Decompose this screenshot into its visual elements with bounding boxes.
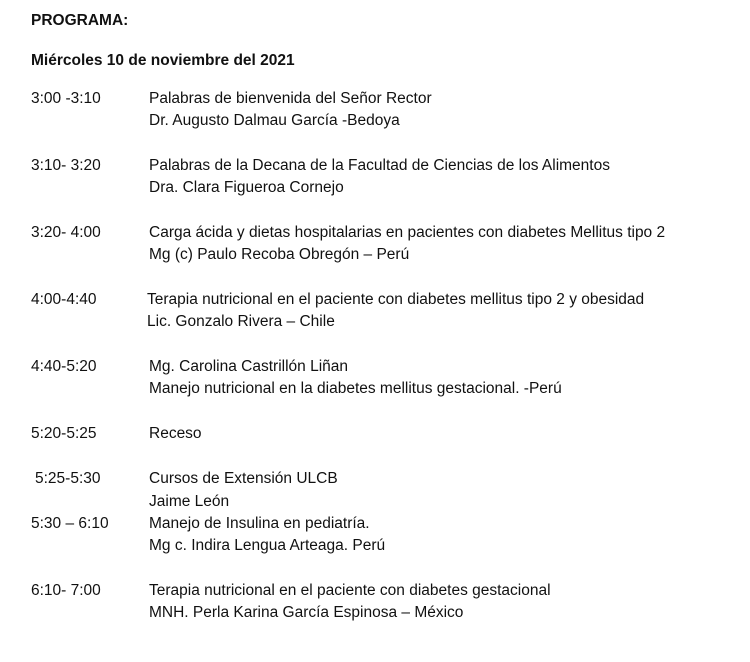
entry-time: 5:20-5:25 [31, 425, 97, 442]
entry-speaker: Mg. Carolina Castrillón Liñan [149, 358, 349, 375]
date-heading: Miércoles 10 de noviembre del 2021 [31, 52, 295, 69]
program-heading: PROGRAMA: [31, 12, 129, 29]
entry-title: Manejo nutricional en la diabetes mellitus gestacional. -Perú [149, 380, 562, 397]
entry-title: Carga ácida y dietas hospitalarias en pacientes con diabetes Mellitus tipo 2 [149, 224, 666, 241]
entry-title: Terapia nutricional en el paciente con diabetes mellitus tipo 2 y obesidad [147, 291, 645, 308]
entry-speaker: Dr. Augusto Dalmau García -Bedoya [149, 112, 400, 129]
entry-title: Cursos de Extensión ULCB [149, 470, 338, 487]
entry-title: Manejo de Insulina en pediatría. [149, 515, 370, 532]
entry-time: 4:00-4:40 [31, 291, 97, 308]
entry-time: 6:10- 7:00 [31, 582, 101, 599]
entry-speaker: Dra. Clara Figueroa Cornejo [149, 179, 344, 196]
entry-time: 3:20- 4:00 [31, 224, 101, 241]
entry-title: Palabras de bienvenida del Señor Rector [149, 90, 432, 107]
entry-time: 4:40-5:20 [31, 358, 97, 375]
entry-speaker: Mg (c) Paulo Recoba Obregón – Perú [149, 246, 410, 263]
entry-title: Terapia nutricional en el paciente con diabetes gestacional [149, 582, 551, 599]
entry-time: 3:10- 3:20 [31, 157, 101, 174]
entry-speaker: Jaime León [149, 493, 230, 510]
entry-speaker: Lic. Gonzalo Rivera – Chile [147, 313, 335, 330]
entry-title: Palabras de la Decana de la Facultad de Ciencias de los Alimentos [149, 157, 610, 174]
entry-speaker: MNH. Perla Karina García Espinosa – México [149, 604, 464, 621]
entry-time: 5:25-5:30 [35, 470, 101, 487]
entry-speaker: Mg c. Indira Lengua Arteaga. Perú [149, 537, 386, 554]
entry-time: 3:00 -3:10 [31, 90, 101, 107]
entry-title: Receso [149, 425, 202, 442]
entry-time: 5:30 – 6:10 [31, 515, 109, 532]
